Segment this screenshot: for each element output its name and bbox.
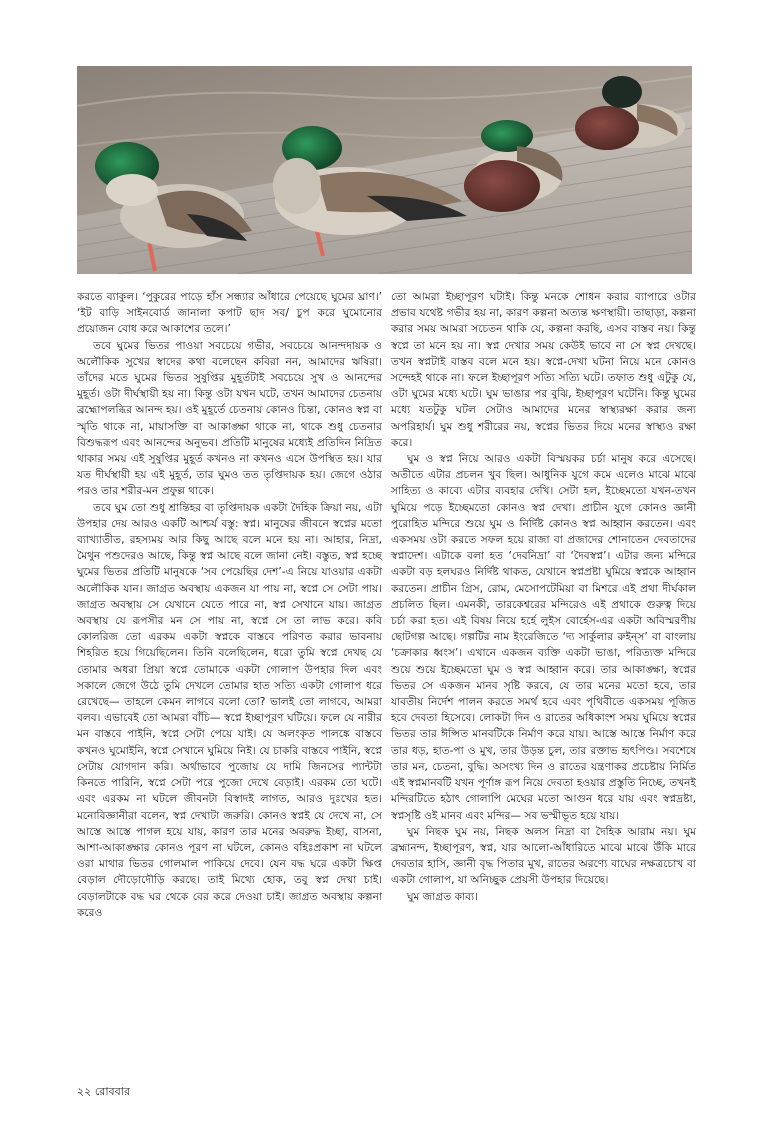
page-footer	[77, 1083, 130, 1102]
paragraph: তবে ঘুমের ভিতর পাওয়া সবচেয়ে গভীর, সবচেয়ে আনন্দদায়ক ও অলৌকিক সুখের স্বাদের কথা বলেছেন কবিরা নন, আমাদের ঋষিরা। তাঁদের মতে ঘুমের ভিতর সুষুপ্তির মুহূর্তটাই সবচেয়ে সুখ ও আনন্দের মুহূর্ত। ওটা দীর্ঘস্থায়ী হয় না। কিন্তু ওটা যখন ঘটে, তখন আমাদের চেতনায় ব্রহ্মোপলব্ধির আনন্দ হয়। ওই মুহূর্তে চেতনায় কোনও চিন্তা, কোনও স্বপ্ন বা স্মৃতি থাকে না, মায়াসক্তি বা আকাঙ্ক্ষা থাকে না, থাকে শুধু চেতনার বিশুদ্ধরূপ এবং আনন্দের অনুভব। প্রতিটি মানুষের মধ্যেই প্রতিদিন নিদ্রিত থাকার সময় এই সুষুপ্তির মুহূর্ত কখনও না কখনও এসে উপস্থিত হয়। যার যত দীর্ঘস্থায়ী হয় এই মুহূর্ত, তার ঘুমও তত তৃপ্তিদায়ক হয়। জেগে ওঠার পরও তার শরীর-মন প্রফুল্ল থাকে।	[77, 339, 382, 498]
paragraph: তো আমরা ইচ্ছাপূরণ ঘটাই। কিন্তু মনকে শোধন করার ব্যাপারে ওটার প্রভাব যথেষ্ট গভীর হয় না, কারণ কল্পনা অত্যন্ত ক্ষণস্থায়ী। তাছাড়া, কল্পনা করার সময় আমরা সচেতন থাকি যে, কল্পনা করছি, এসব বাস্তব নয়। কিন্তু স্বপ্নে তা মনে হয় না। স্বপ্ন দেখার সময় কেউই ভাবে না সে স্বপ্ন দেখছে। তখন স্বপ্নটাই বাস্তব বলে মনে হয়। স্বপ্নে-দেখা ঘটনা নিয়ে মনে কোনও সন্দেহই থাকে না। ফলে ইচ্ছাপূরণ সত্যি সত্যি ঘটে। তফাত শুধু এটুকু যে, ওটা ঘুমের মধ্যে ঘটে। ঘুম ভাঙার পর বুঝি, ইচ্ছাপূরণ ঘটেনি। কিন্তু ঘুমের মধ্যে যতটুকু ঘটল সেটাও আমাদের মনের স্বাস্থ্যরক্ষা করার জন্য অপরিহার্য। ঘুম শুধু শরীরের নয়, স্বপ্নের ভিতর দিয়ে মনের স্বাস্থ্যও রক্ষা করে।	[391, 291, 696, 449]
paragraph: তবে ঘুম তো শুধু শ্রান্তিহর বা তৃপ্তিদায়ক একটা দৈহিক ক্রিয়া নয়, এটা উপহার দেয় আরও একটি আশ্চর্য বস্তু: স্বপ্ন। মানুষের জীবনে স্বপ্নের মতো ব্যাখ্যাতীত, রহস্যময় আর কিছু আছে বলে মনে হয় না। আহার, নিদ্রা, মৈথুন পশুদেরও আছে, কিন্তু স্বপ্ন আছে বলে জানা নেই। বস্তুত, স্বপ্ন হচ্ছে ঘুমের ভিতর প্রতিটি মানুষকে ‘সব পেয়েছির দেশ’-এ নিয়ে যাওয়ার একটা অলৌকিক যান। জাগ্রত অবস্থায় একজন যা পায় না, স্বপ্নে সে সেটা পায়। জাগ্রত অবস্থায় সে যেখানে যেতে পারে না, স্বপ্ন সেখানে যায়। জাগ্রত অবস্থায় যে রূপসীর মন সে পায় না, স্বপ্নে সে তা লাভ করে। কবি কোলরিজ তো এরকম একটা স্বপ্নকে বাস্তবে পরিণত করার ভাবনায় শিহরিত হয়ে গিয়েছিলেন। তিনি বলেছিলেন, ধরো তুমি স্বপ্নে দেখছ যে তোমার অধরা প্রিয়া স্বপ্নে তোমাকে একটা গোলাপ উপহার দিল এবং সকালে জেগে উঠে তুমি দেখলে তোমার হাত সত্যি একটা গোলাপ ধরে রেখেছে— তাহলে কেমন লাগবে বলো তো? ভালই তো লাগবে, আমরা বলব। এভাবেই তো আমরা বাঁচি— স্বপ্নে ইচ্ছাপূরণ ঘটিয়ে। ফলে যে নারীর মন বাস্তবে পাইনি, স্বপ্নে সেটা পেয়ে যাই। যে অলংকৃত পালঙ্কে বাস্তবে কখনও ঘুমোইনি, স্বপ্নে সেখানে ঘুমিয়ে নিই। যে চাকরি বাস্তবে পাইনি, স্বপ্নে সেটায় যোগদান করি। অর্থাভাবে পুজোয় যে দামি জিনসের প্যান্টটা কিনতে পারিনি, স্বপ্নে সেটা পরে পুজো দেখে বেড়াই। এরকম তো ঘটে। এবং এরকম না ঘটলে জীবনটা বিস্বাদই লাগত, আরও দুঃখের হত। মনোবিজ্ঞানীরা বলেন, স্বপ্ন দেখাটা জরুরি। কোনও স্বপ্নই যে দেখে না, সে আস্তে আস্তে পাগল হয়ে যায়, কারণ তার মনের অবরুদ্ধ ইচ্ছা, বাসনা, আশা-আকাঙ্ক্ষার কোনও পূরণ না ঘটলে, কোনও বহিঃপ্রকাশ না ঘটলে ওরা মাথার ভিতর গোলমাল পাকিয়ে দেবে। যেন বদ্ধ ঘরে একটা ক্ষিপ্ত বেড়াল দৌড়োদৌড়ি করছে। তাই মিথ্যে হোক, তবু স্বপ্ন দেখা চাই। বেড়ালটাকে বদ্ধ ঘর থেকে বের করে দেওয়া চাই। জাগ্রত অবস্থায় কল্পনা করেও	[77, 501, 382, 919]
paragraph: ঘুম নিছক ঘুম নয়, নিছক অলস নিদ্রা বা দৈহিক আরাম নয়। ঘুম ব্রহ্মানন্দ, ইচ্ছাপূরণ, স্বপ্ন, যার আলো-আঁধারিতে মাঝে মাঝে উঁকি মারে দেবতার হাসি, জ্ঞানী বৃদ্ধ পিতার মুখ, রাতের অরণ্যে বাঘের নক্ষত্রচোখ বা একটা গোলাপ, যা অনিচ্ছুক প্রেয়সী উপহার দিয়েছে।	[391, 825, 696, 887]
page-number: ২২	[77, 1085, 92, 1098]
paragraph: ঘুম জাগ্রত কাব্য।	[407, 890, 478, 903]
paragraph: ঘুম ও স্বপ্ন নিয়ে আরও একটা বিস্ময়কর চর্চা মানুষ করে এসেছে। অতীতে এটার প্রচলন খুব ছিল। আধুনিক যুগে কমে এলেও মাঝে মাঝে সাহিত্য ও কাব্যে এটার ব্যবহার দেখি। সেটা হল, ইচ্ছেমতো যখন-তখন ঘুমিয়ে পড়ে ইচ্ছেমতো কোনও স্বপ্ন দেখা। প্রাচীন যুগে কোনও জ্ঞানী পুরোহিত মন্দিরে শুয়ে ঘুম ও নির্দিষ্ট কোনও স্বপ্ন আহ্বান করতেন। এবং একসময় ওটা করতে সফল হয়ে রাজা বা প্রজাদের শোনাতেন দেবতাদের স্বপ্নাদেশ। এটাকে বলা হত ‘দেবনিদ্রা’ বা ‘দৈবস্বপ্ন’। এটার জন্য মন্দিরে একটা বড় হলঘরও নির্দিষ্ট থাকত, যেখানে স্বপ্নপ্রষ্টা ঘুমিয়ে স্বপ্নকে আহ্বান করতেন। প্রাচীন গ্রিস, রোম, মেসোপটেমিয়া বা মিশরে এই প্রথা দীর্ঘকাল প্রচলিত ছিল। এমনকী, তারকেশ্বরের মন্দিরেও এই প্রথাকে গুরুত্ব দিয়ে চর্চা করা হত। এই বিষয় নিয়ে হর্হে লুইস বোর্হেস-এর একটা অবিস্মরণীয় ছোটগল্প আছে। গল্পটির নাম ইংরেজিতে ‘দ্য সার্কুলার রুইন্‌স’ বা বাংলায় ‘চক্রাকার ধ্বংস’। এখানে একজন ব্যক্তি একটা ভাঙা, পরিত্যক্ত মন্দিরে শুয়ে শুয়ে ইচ্ছেমতো ঘুম ও স্বপ্ন আহ্বান করে। তার আকাঙ্ক্ষা, স্বপ্নের ভিতর সে একজন মানব সৃষ্টি করবে, যে তার মনের মতো হবে, তার যাবতীয় নির্দেশ পালন করতে সমর্থ হবে এবং পৃথিবীতে একসময় পূজিত হবে দেবতা হিসেবে। লোকটা দিন ও রাতের অধিকাংশ সময় ঘুমিয়ে স্বপ্নের ভিতর তার ঈপ্সিত মানবটিকে নির্মাণ করে যায়। আস্তে আস্তে নির্মাণ করে তার ধড়, হাত-পা ও মুখ, তার উড়ন্ত চুল, তার রক্তাভ হৃৎপিণ্ড। সবশেষে তার মন, চেতনা, বুদ্ধি। অসংখ্য দিন ও রাতের যন্ত্রণাকর প্রচেষ্টায় নির্মিত এই স্বপ্নমানবটি যখন পূর্ণাঙ্গ রূপ নিয়ে দেবতা হওয়ার প্রস্তুতি নিচ্ছে, তখনই মন্দিরটিতে হঠাৎ গোলাপি মেঘের মতো আগুন ধরে যায় এবং স্বপ্নদ্রষ্টা, স্বপ্নসৃষ্টি ওই মানব এবং মন্দির— সব ভস্মীভূত হয়ে যায়।	[391, 453, 696, 822]
paragraph: করতে ব্যাকুল। ‘পুকুরের পাড়ে হাঁস সন্ধ্যার আঁধারে পেয়েছে ঘুমের ঘ্রাণ।’ ‘ইট বাড়ি সাইনবোর্ড জানালা কপাট ছাদ সব/ চুপ করে ঘুমোনোর প্রয়োজন বোধ করে আকাশের তলে।’	[77, 291, 382, 336]
section-name: রোববার	[94, 1085, 131, 1098]
mallard-ducks-photo	[77, 66, 692, 274]
right-column	[391, 289, 696, 905]
left-column	[77, 289, 382, 921]
